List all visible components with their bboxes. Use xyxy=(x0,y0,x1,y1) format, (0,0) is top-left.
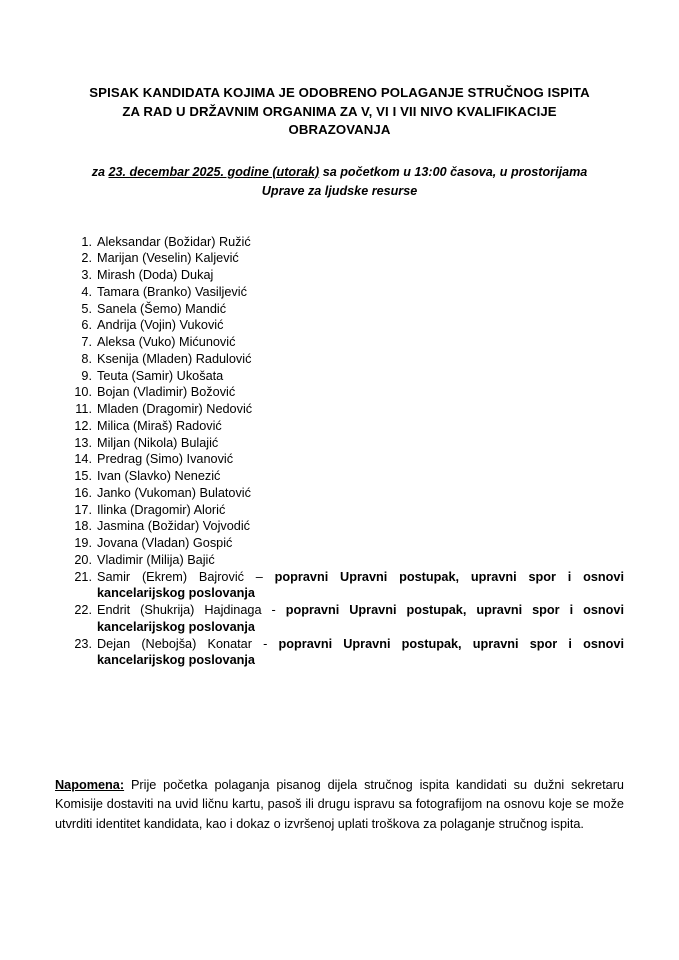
candidate-row xyxy=(65,418,624,435)
candidate-name: Janko (Vukoman) Bulatović xyxy=(97,485,251,500)
candidate-name: Jovana (Vladan) Gospić xyxy=(97,536,233,550)
candidate-row xyxy=(65,401,624,418)
candidate-text xyxy=(97,435,624,452)
exam-datetime-line xyxy=(55,163,624,201)
candidate-number: 1. xyxy=(81,234,92,249)
candidate-text xyxy=(97,418,624,435)
candidate-text xyxy=(97,451,624,468)
candidate-row xyxy=(65,485,624,502)
candidate-row xyxy=(65,267,624,284)
candidate-text xyxy=(97,267,624,284)
candidate-text xyxy=(97,602,624,636)
candidate-name: Ksenija (Mladen) Radulović xyxy=(97,351,252,366)
candidate-text xyxy=(97,351,624,368)
candidate-remark: popravni Upravni postupak, upravni spor i osnovi kancelarijskog poslovanja xyxy=(97,636,624,668)
candidate-text xyxy=(97,234,624,251)
candidate-name: Ilinka (Dragomir) Alorić xyxy=(97,502,226,517)
candidate-name: Teuta (Samir) Ukošata xyxy=(97,368,224,383)
candidate-number: 19. xyxy=(74,536,92,550)
subtitle-date-underlined: 23. decembar 2025. godine (utorak) xyxy=(108,164,320,179)
candidate-separator: - xyxy=(261,603,286,617)
candidate-remark: popravni Upravni postupak, upravni spor i osnovi kancelarijskog poslovanja xyxy=(97,569,624,601)
candidate-row xyxy=(65,636,624,670)
candidate-row xyxy=(65,502,624,519)
candidate-number: 12. xyxy=(74,418,92,433)
candidate-name: Miljan (Nikola) Bulajić xyxy=(97,435,219,450)
candidate-row xyxy=(65,368,624,385)
candidate-number: 17. xyxy=(74,502,92,517)
candidate-number: 14. xyxy=(74,452,92,467)
candidate-text xyxy=(97,401,624,418)
candidate-number: 6. xyxy=(81,318,92,333)
candidate-row xyxy=(65,535,624,552)
candidate-name: Andrija (Vojin) Vuković xyxy=(97,318,224,333)
candidate-number: 8. xyxy=(81,351,92,366)
note-label: Napomena: xyxy=(55,778,125,792)
candidate-number: 18. xyxy=(74,519,92,534)
candidate-text xyxy=(97,518,624,535)
title-line-2: ZA RAD U DRŽAVNIM ORGANIMA ZA V, VI I VII NIVO KVALIFIKACIJE xyxy=(122,103,557,119)
candidate-text xyxy=(97,301,624,318)
candidate-name: Marijan (Veselin) Kaljević xyxy=(97,251,239,266)
candidate-row xyxy=(65,284,624,301)
candidate-name: Ivan (Slavko) Nenezić xyxy=(97,469,221,483)
subtitle-prefix: za xyxy=(91,164,109,179)
candidate-text xyxy=(97,535,624,552)
candidate-row xyxy=(65,468,624,485)
candidate-row xyxy=(65,602,624,636)
candidate-name: Bojan (Vladimir) Božović xyxy=(97,385,236,400)
candidate-name: Aleksa (Vuko) Mićunović xyxy=(97,335,236,349)
candidate-text xyxy=(97,284,624,301)
candidate-text xyxy=(97,250,624,267)
title-line-1: SPISAK KANDIDATA KOJIMA JE ODOBRENO POLAGANJE STRUČNOG ISPITA xyxy=(89,85,590,100)
candidate-row xyxy=(65,435,624,452)
candidate-number: 9. xyxy=(81,368,92,383)
candidate-number: 13. xyxy=(74,435,92,450)
candidate-name: Samir (Ekrem) Bajrović xyxy=(97,569,244,584)
candidate-text xyxy=(97,569,624,603)
candidate-number: 2. xyxy=(81,251,92,266)
candidate-name: Mirash (Doda) Dukaj xyxy=(97,268,214,282)
candidate-row xyxy=(65,334,624,351)
candidate-text xyxy=(97,334,624,351)
candidate-row xyxy=(65,518,624,535)
candidate-separator: - xyxy=(251,636,279,651)
note-text: Prije početka polaganja pisanog dijela stručnog ispita kandidati su dužni sekretaru Komisije dostaviti na uvid ličnu kartu, pasoš ili drugu ispravu sa fotografijom na osnovu koje se može utvrditi identitet kandidata, kao i dokaz o izvršenoj uplati troškova za polaganje stručnog ispita. xyxy=(55,778,624,831)
candidate-text xyxy=(97,468,624,485)
candidate-row xyxy=(65,234,624,251)
candidate-text xyxy=(97,502,624,519)
candidate-row xyxy=(65,569,624,603)
candidate-number: 16. xyxy=(74,485,92,500)
candidate-name: Dejan (Nebojša) Konatar xyxy=(97,636,252,651)
candidate-text xyxy=(97,636,624,670)
candidate-text xyxy=(97,552,624,569)
candidate-number: 7. xyxy=(81,335,92,349)
candidate-text xyxy=(97,368,624,385)
candidate-row xyxy=(65,351,624,368)
candidate-number: 22. xyxy=(74,603,92,617)
candidate-list xyxy=(55,234,624,670)
document-title xyxy=(55,0,624,140)
candidate-row xyxy=(65,317,624,334)
candidate-name: Milica (Miraš) Radović xyxy=(97,418,222,433)
candidate-row xyxy=(65,250,624,267)
candidate-text xyxy=(97,485,624,502)
candidate-number: 5. xyxy=(81,301,92,316)
candidate-row xyxy=(65,301,624,318)
candidate-remark: popravni Upravni postupak, upravni spor i osnovi kancelarijskog poslovanja xyxy=(97,603,624,634)
candidate-name: Aleksandar (Božidar) Ružić xyxy=(97,234,251,249)
candidate-name: Predrag (Simo) Ivanović xyxy=(97,452,234,467)
candidate-name: Mladen (Dragomir) Nedović xyxy=(97,402,253,416)
candidate-row xyxy=(65,552,624,569)
candidate-number: 3. xyxy=(81,268,92,282)
candidate-number: 20. xyxy=(74,552,92,567)
candidate-number: 11. xyxy=(75,402,92,416)
candidate-number: 4. xyxy=(81,284,92,299)
candidate-row xyxy=(65,384,624,401)
candidate-number: 15. xyxy=(74,469,92,483)
candidate-name: Sanela (Šemo) Mandić xyxy=(97,301,227,316)
candidate-name: Tamara (Branko) Vasiljević xyxy=(97,284,247,299)
candidate-separator: – xyxy=(243,569,275,584)
candidate-number: 23. xyxy=(74,636,92,651)
candidate-row xyxy=(65,451,624,468)
candidate-number: 10. xyxy=(74,385,92,400)
candidate-name: Vladimir (Milija) Bajić xyxy=(97,552,215,567)
title-line-3: OBRAZOVANJA xyxy=(288,122,391,137)
candidate-text xyxy=(97,317,624,334)
candidate-number: 21. xyxy=(74,569,92,584)
note-paragraph xyxy=(55,776,624,834)
subtitle-suffix: sa početkom u 13:00 časova, u prostorijama Uprave za ljudske resurse xyxy=(261,164,588,198)
candidate-text xyxy=(97,384,624,401)
candidate-name: Jasmina (Božidar) Vojvodić xyxy=(97,519,251,534)
candidate-name: Endrit (Shukrija) Hajdinaga xyxy=(97,603,262,617)
